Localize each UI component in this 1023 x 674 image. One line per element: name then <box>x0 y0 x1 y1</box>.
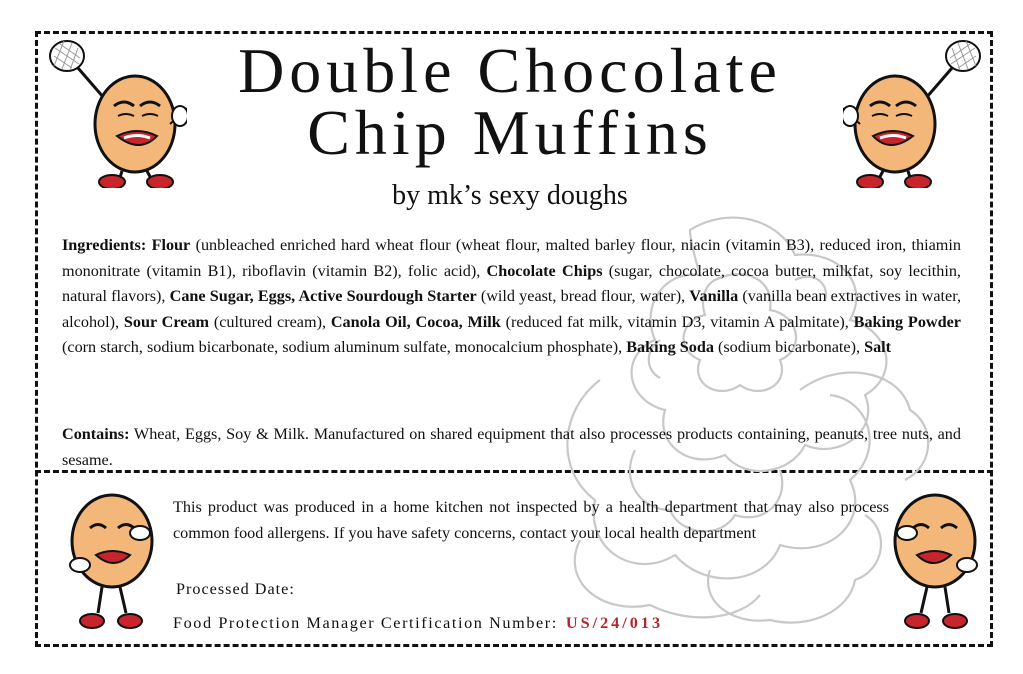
mascot-icon <box>843 36 988 188</box>
contains-text: Wheat, Eggs, Soy & Milk. Manufactured on shared equipment that also processes products containing, peanuts, tree nuts, and sesame. <box>62 425 961 469</box>
certification-number: US/24/013 <box>565 614 664 632</box>
ingredient-name: Salt <box>864 338 892 357</box>
ingredient-name: Sour Cream <box>123 312 210 331</box>
ingredient-detail: (reduced fat milk, vitamin D3, vitamin A palmitate), <box>500 312 854 331</box>
ingredient-name: Flour <box>151 236 191 254</box>
contains-label: Contains: <box>62 425 130 443</box>
ingredient-name: Baking Powder <box>853 312 961 331</box>
ingredient-name: Cane Sugar, Eggs, Active Sourdough Starter <box>169 287 477 306</box>
ingredient-detail: (unbleached enriched hard wheat flour (wheat flour, malted barley flour, niacin (vitamin B3), reduced iron, thiamin mononitrate (vitamin B1), riboflavin (vitamin B2), folic acid), <box>62 236 961 280</box>
mascot-icon <box>887 493 987 638</box>
processed-date-label: Processed Date: <box>176 580 295 598</box>
ingredient-name: Chocolate Chips <box>486 261 603 280</box>
ingredients-paragraph <box>62 233 961 361</box>
certification-label: Food Protection Manager Certification Number: <box>173 614 558 632</box>
ingredient-detail: (sugar, chocolate, cocoa butter, milkfat, soy lecithin, natural flavors), <box>62 261 961 306</box>
certification-line <box>173 614 663 633</box>
ingredient-name: Canola Oil, Cocoa, Milk <box>330 312 501 331</box>
product-title <box>200 35 820 168</box>
mascot-icon <box>42 36 187 188</box>
ingredients-label: Ingredients: <box>62 236 147 254</box>
ingredient-name: Vanilla <box>689 287 739 306</box>
allergen-statement <box>62 422 961 473</box>
ingredient-detail: (wild yeast, bread flour, water), <box>476 287 690 306</box>
title-line-2: Chip Muffins <box>307 97 713 168</box>
ingredient-detail: (cultured cream), <box>209 312 331 331</box>
mascot-icon <box>60 493 160 638</box>
ingredient-detail: (sodium bicarbonate), <box>713 338 865 357</box>
brand-subtitle: by mk’s sexy doughs <box>392 180 628 211</box>
title-line-1: Double Chocolate <box>238 35 782 106</box>
home-kitchen-disclaimer: This product was produced in a home kitchen not inspected by a health department that may also process common food allergens. If you have safety concerns, contact your local health department <box>173 498 889 542</box>
ingredient-detail: (vanilla bean extractives in water, alcohol), <box>62 287 961 331</box>
ingredient-name: Baking Soda <box>626 338 714 357</box>
ingredient-detail: (corn starch, sodium bicarbonate, sodium aluminum sulfate, monocalcium phosphate), <box>62 338 627 357</box>
